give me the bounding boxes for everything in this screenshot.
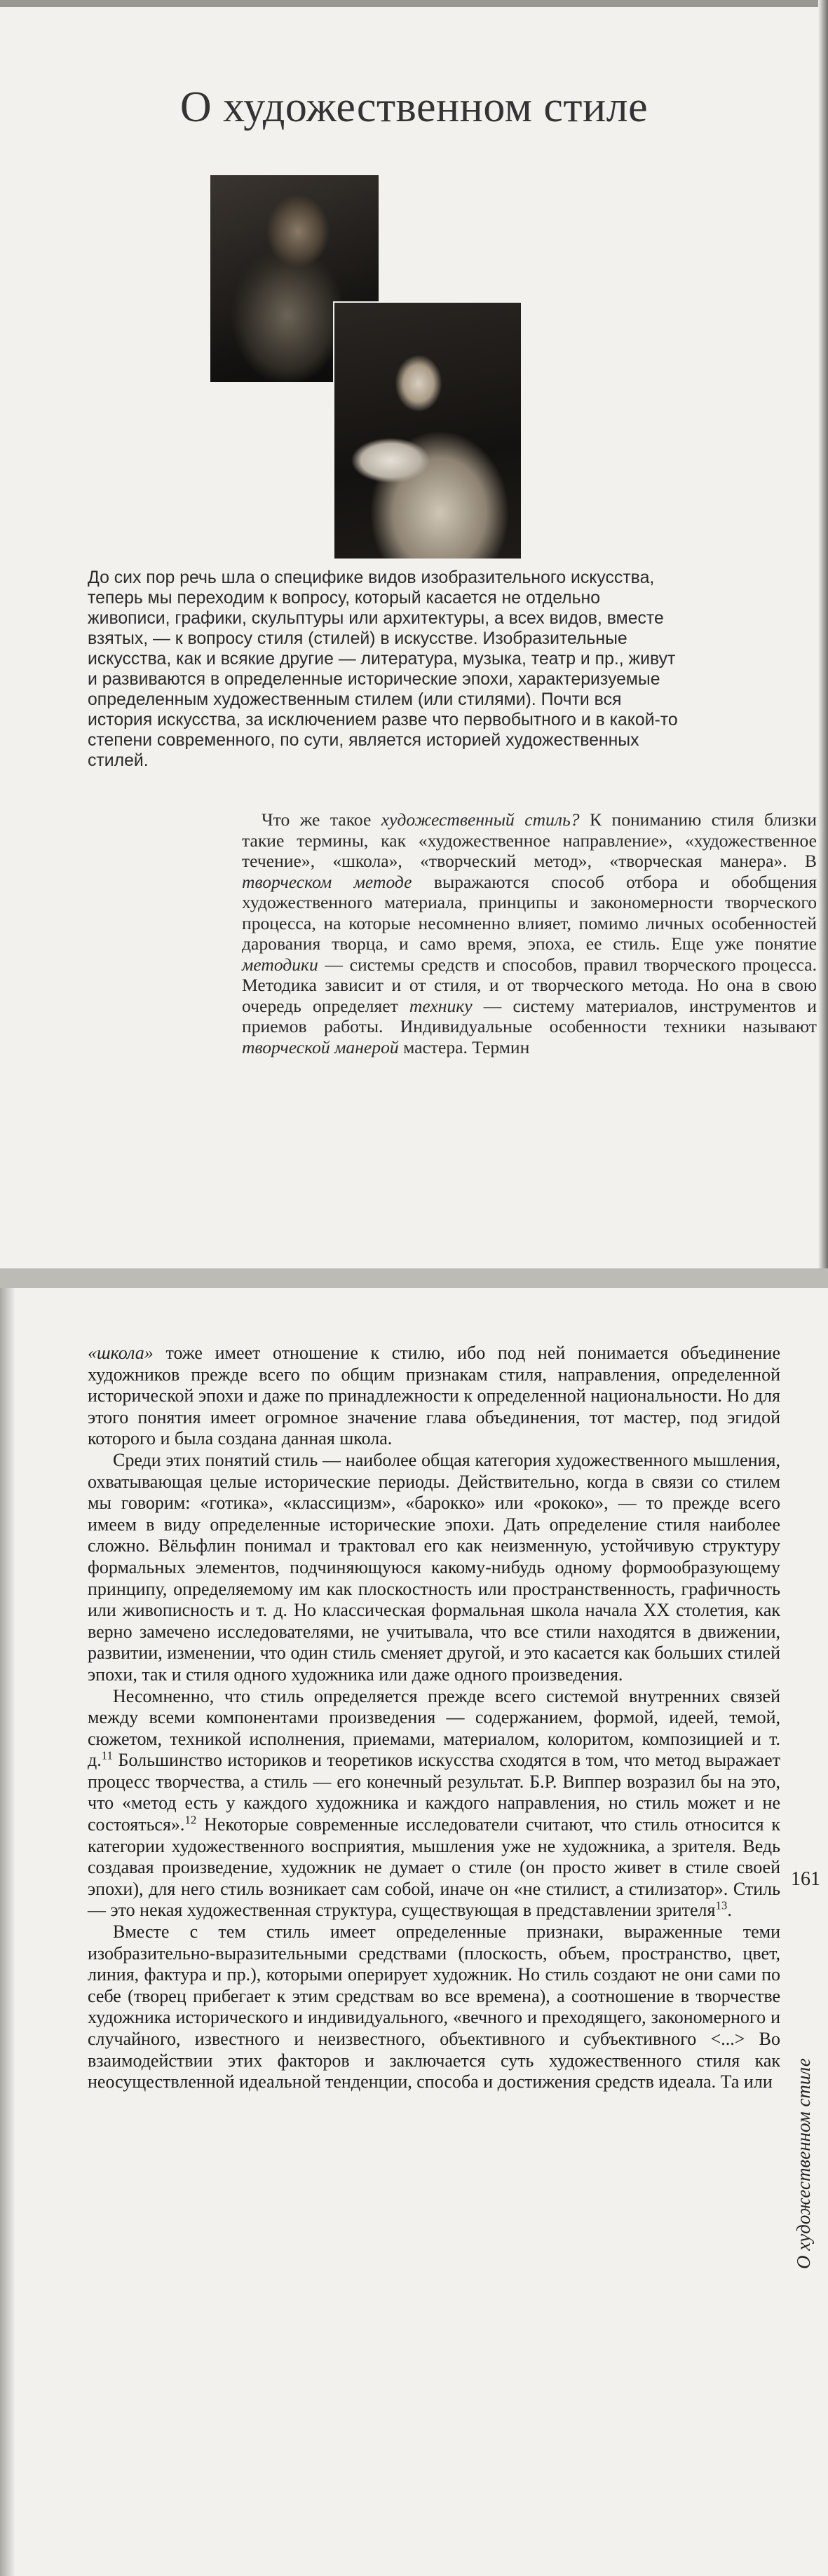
intro-paragraph: До сих пор речь шла о специфике видов изобразительного искусства, теперь мы переходим к вопросу, который касается не отдельно живописи, графики, скульптуры или архитектуры, а всех видов, вместе взятых, — к вопросу стиля (стилей) в искусстве. Изобразительные искусства, как и всякие другие — литература, музыка, театр и пр., живут и развиваются в определенные исторические эпохи, характеризуемые определенным художественным стилем (или стилями). Почти вся история искусства, за исключением разве что первобытного и в какой-то степени современного, по сути, является историей художественных стилей. <box>88 568 678 770</box>
paragraph: Среди этих понятий стиль — наиболее общая категория художественного мышления, охватывающая целые исторические периоды. Действительно, когда в связи со стилем мы говорим: «готика», «классицизм», «барокко» или «рококо», — то прежде всего имеем в виду определенные исторические эпохи. Дать определение стиля наиболее сложно. Вёльфлин понимал и трактовал его как неизменную, устойчивую структуру формальных элементов, подчиняющуюся какому-нибудь одному формообразующему принципу, определяемому им как плоскостность или пространственность, графичность или живописность и т. д. Но классическая формальная школа начала XX столетия, как верно замечено исследователями, не учитывала, что все стили находятся в движении, развитии, изменении, что один стиль сменяет другой, и это касается как больших стилей эпохи, так и стиля одного художника или даже одного произведения. <box>88 1449 780 1685</box>
paragraph: Несомненно, что стиль определяется прежде всего системой внутренних связей между всеми компонентами произведения — содержанием, формой, идеей, темой, сюжетом, техникой исполнения, приемами, материалом, колоритом, композицией и т. д.$^{11}$ Большинство историков и теоретиков искусства сходятся в том, что метод выражает процесс творчества, а стиль — его конечный результат. Б.Р. Виппер возразил бы на это, что «метод есть у каждого художника и каждого направления, но стиль может и не состояться».$^{12}$ Некоторые современные исследователи считают, что стиль относится к категории художественного восприятия, мышления уже не художника, а зрителя. Ведь создавая произведение, художник не думает о стиле (он просто живет в стиле своей эпохи), для него стиль возникает сам собой, иначе он «не стилист, а стилизатор». Стиль — это некая художественная структура, существующая в представлении зрителя$^{13}$. <box>88 1685 780 1921</box>
body-text <box>88 1343 780 2093</box>
scan-edge <box>818 0 828 1268</box>
paragraph: Вместе с тем стиль имеет определенные признаки, выраженные теми изобразительно-выразительными средствами (плоскость, объем, пространство, цвет, линия, фактура и пр.), которыми оперирует художник. Но стиль создают не они сами по себе (творец прибегает к этим средствам во все времена), а соотношение в творчестве художника исторического и индивидуального, «вечного и преходящего, закономерного и случайного, известного и неизвестного, объективного и субъективного <...> Во взаимодействии этих факторов и заключается суть художественного стиля как неосуществленной идеальной тенденции, способа и достижения средств идеала. Та или <box>88 1921 780 2092</box>
scan-edge <box>0 0 828 7</box>
portrait-woman-painting <box>333 301 522 560</box>
page-161-right: «школа» тоже имеет отношение к стилю, ибо под ней понимается объединение художников прежде всего по общим признакам стиля, направления, определенной исторической эпохи и даже по принадлежности к определенной национальности. Но для этого понятия имеет огромное значение глава объединения, тот мастер, под эгидой которого и была создана данная школа. Среди этих понятий стиль — наиболее общая категория художественного мышления, охватывающая целые исторические периоды. Действительно, когда в связи со стилем мы говорим: «готика», «классицизм», «барокко» или «рококо», — то прежде всего имеем в виду определенные исторические эпохи. Дать определение стиля наиболее сложно. Вёльфлин понимал и трактовал его как неизменную, устойчивую структуру формальных элементов, подчиняющуюся какому-нибудь одному формообразующему принципу, определяемому им как плоскостность или пространственность, графичность или живописность и т. д. Но классическая формальная школа начала XX столетия, как верно замечено исследователями, не учитывала, что все стили находятся в движении, развитии, изменении, что один стиль сменяет другой, и это касается как больших стилей эпохи, так и стиля одного художника или даже одного произведения. Несомненно, что стиль определяется прежде всего системой внутренних связей между всеми компонентами произведения — содержанием, формой, идеей, темой, сюжетом, техникой исполнения, приемами, материалом, колоритом, композицией и т. д.$^{11}$ Большинство историков и теоретиков искусства сходятся в том, что метод выражает процесс творчества, а стиль — его конечный результат. Б.Р. Виппер возразил бы на это, что «метод есть у каждого художника и каждого направления, но стиль может и не состояться».$^{12}$ Некоторые современные исследователи считают, что стиль относится к категории художественного восприятия, мышления уже не художника, а зрителя. Ведь создавая произведение, художник не думает о стиле (он просто живет в стиле своей эпохи), для него стиль возникает сам собой, иначе он «не стилист, а стилизатор». Стиль — это некая художественная структура, существующая в представлении зрителя$^{13}$. Вместе с тем стиль имеет определенные признаки, выраженные теми изобразительно-выразительными средствами (плоскость, объем, пространство, цвет, линия, фактура и пр.), которыми оперирует художник. Но стиль создают не они сами по себе (творец прибегает к этим средствам во все времена), а соотношение в творчестве художника исторического и индивидуального, «вечного и преходящего, закономерного и случайного, известного и неизвестного, объективного и субъективного <...> Во взаимодействии этих факторов и заключается суть художественного стиля как неосуществленной идеальной тенденции, способа и достижения средств идеала. Та или 161 О художественном стиле <box>0 1288 828 2576</box>
body-paragraph: Что же такое художественный стиль? К пониманию стиля близки такие термины, как «художественное направление», «художественное течение», «школа», «творческий метод», «творческая манера». В творческом методе выражаются способ отбора и обобщения художественного материала, принципы и закономерности творческого процесса, на которые несомненно влияет, помимо личных особенностей дарования творца, и само время, эпоха, ее стиль. Еще уже понятие методики — системы средств и способов, правил творческого процесса. Методика зависит и от стиля, и от творческого метода. Но она в свою очередь определяет технику — систему материалов, инструментов и приемов работы. Индивидуальные особенности техники называют творческой манерой мастера. Термин <box>242 809 817 1057</box>
page-number: 161 <box>791 1868 820 1890</box>
page-gap <box>0 1268 828 1288</box>
page-161-left <box>0 0 828 1268</box>
scan-edge <box>0 1288 15 2576</box>
paragraph: «школа» тоже имеет отношение к стилю, ибо под ней понимается объединение художников прежде всего по общим признакам стиля, направления, определенной исторической эпохи и даже по принадлежности к определенной национальности. Но для этого понятия имеет огромное значение глава объединения, тот мастер, под эгидой которого и была создана данная школа. <box>88 1343 780 1449</box>
chapter-title: О художественном стиле <box>179 83 649 131</box>
